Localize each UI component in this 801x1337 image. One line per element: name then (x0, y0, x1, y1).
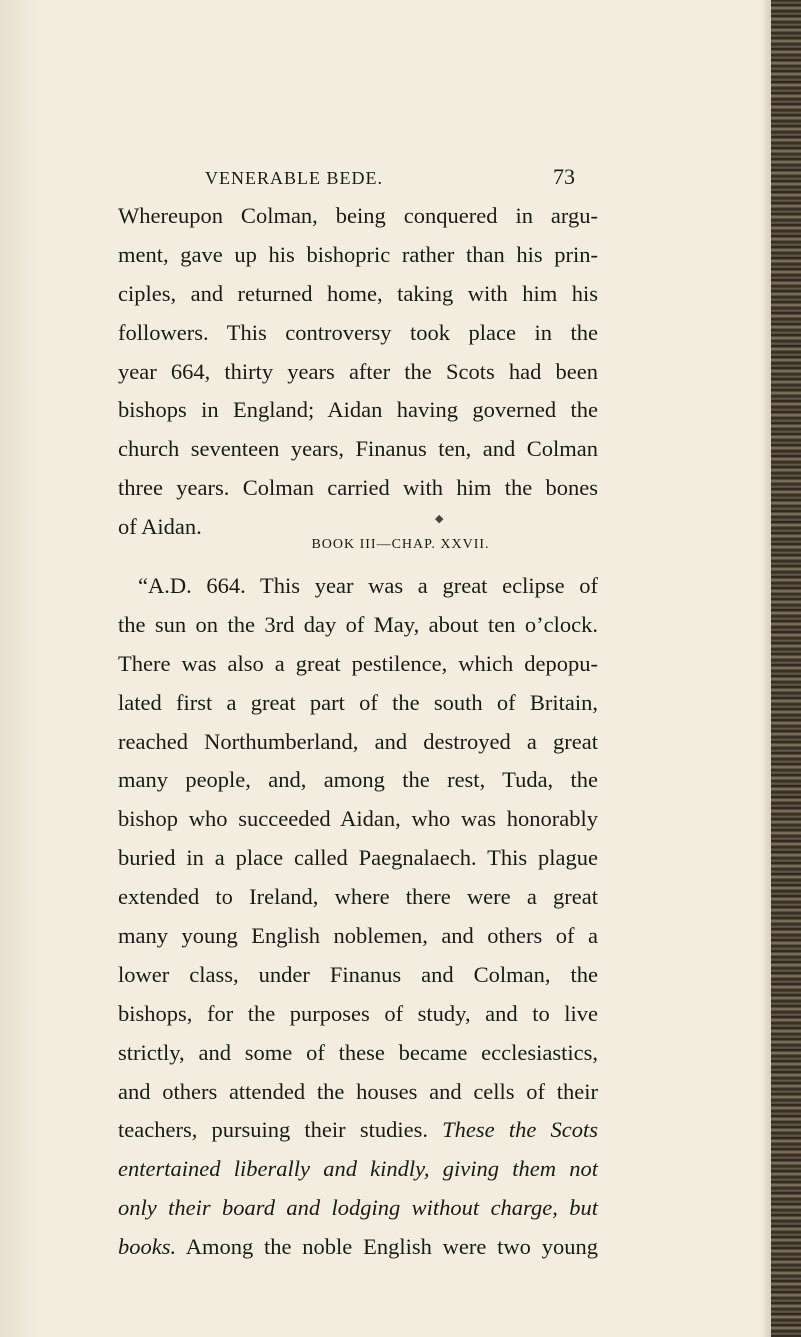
text-line: “A.D. 664. This year was a great eclipse of (138, 573, 598, 598)
text-line: strictly, and some of these became ecclesiastics, (118, 1039, 598, 1065)
text-line: followers. This controversy took place in the (118, 319, 598, 345)
text-line-italic: entertained liberally and kindly, giving them not (118, 1156, 598, 1182)
text-line: church seventeen years, Finanus ten, and Colman (118, 436, 598, 462)
text-line-italic: only their board and lodging without charge, but (118, 1195, 598, 1221)
text-line: of Aidan. (118, 514, 202, 540)
text-line: Whereupon Colman, being conquered in argu- (118, 203, 598, 228)
page-gutter-shadow (0, 0, 40, 1337)
text-line: and others attended the houses and cells of their (118, 1078, 598, 1104)
text-italic: books. (118, 1234, 177, 1260)
paragraph-2 (118, 567, 598, 1267)
text-line: lower class, under Finanus and Colman, the (118, 961, 598, 987)
paragraph-1 (118, 197, 598, 547)
text-normal: teachers, pursuing their studies. (118, 1117, 428, 1143)
text-normal: Among the noble English were two young (185, 1234, 598, 1260)
text-line: ment, gave up his bishopric rather than his prin- (118, 241, 598, 267)
text-line (118, 1228, 598, 1267)
text-italic: These the Scots (442, 1117, 598, 1143)
text-line: extended to Ireland, where there were a great (118, 884, 598, 910)
text-line: lated first a great part of the south of Britain, (118, 689, 598, 715)
text-line: bishops in England; Aidan having governed the (118, 397, 598, 423)
text-line: many young English noblemen, and others of a (118, 923, 598, 949)
text-line: reached Northumberland, and destroyed a great (118, 728, 598, 754)
text-line (118, 1111, 598, 1150)
text-line: many people, and, among the rest, Tuda, the (118, 767, 598, 793)
text-line: ciples, and returned home, taking with him his (118, 280, 598, 306)
book-spine (771, 0, 801, 1337)
text-line: the sun on the 3rd day of May, about ten o’clock. (118, 611, 598, 637)
text-line: three years. Colman carried with him the bones (118, 475, 598, 501)
text-line: bishops, for the purposes of study, and to live (118, 1000, 598, 1026)
running-head: VENERABLE BEDE. (205, 168, 383, 188)
text-line: year 664, thirty years after the Scots had been (118, 358, 598, 384)
text-line: buried in a place called Paegnalaech. This plague (118, 845, 598, 871)
text-line: bishop who succeeded Aidan, who was honorably (118, 806, 598, 832)
text-line: There was also a great pestilence, which depopu- (118, 650, 598, 676)
chapter-heading: BOOK III—CHAP. XXVII. (311, 537, 490, 552)
page-edge-shadow (761, 0, 771, 1337)
ornament-mark: ◆ (435, 513, 444, 525)
page-number: 73 (553, 164, 575, 189)
